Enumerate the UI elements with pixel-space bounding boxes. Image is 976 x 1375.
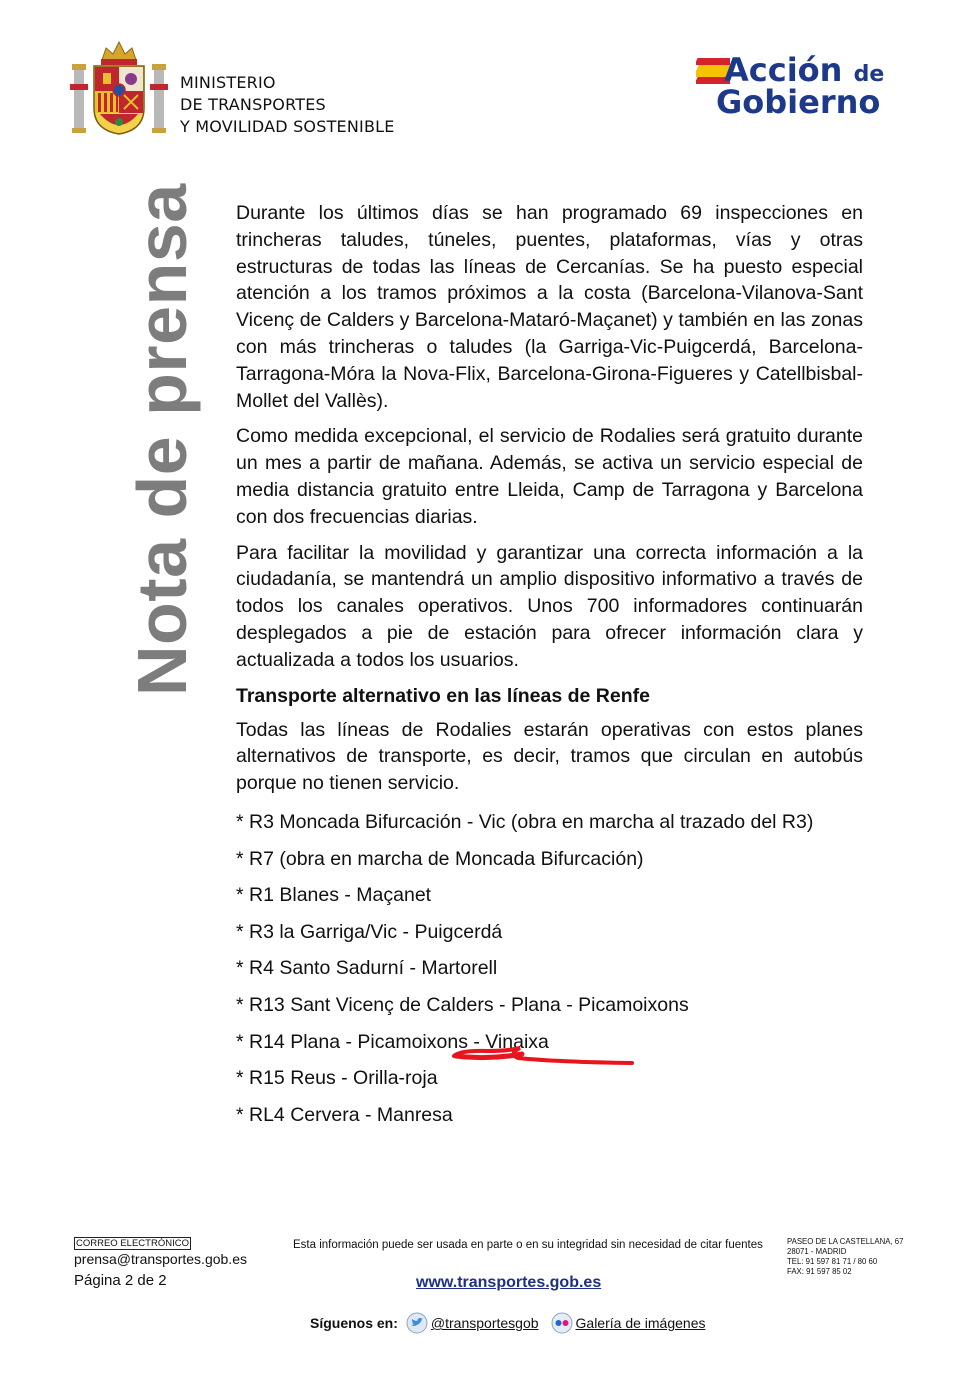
- red-annotation-stroke: [448, 1042, 638, 1070]
- list-item: * R3 la Garriga/Vic - Puigcerdá: [236, 920, 503, 943]
- list-item: * R4 Santo Sadurní - Martorell: [236, 957, 498, 980]
- ministry-name: [180, 72, 395, 138]
- body-paragraph: Como medida excepcional, el servicio de Rodalies será gratuito durante un mes a partir de mañana. Además, se activa un servicio especial de media distancia gratuito entre Lleida, Camp de Tarragona y Barcelona con dos frecuencias diarias.: [236, 425, 863, 528]
- list-item: * R14 Plana - Picamoixons - Vinaixa: [236, 1030, 549, 1053]
- list-item: * R13 Sant Vicenç de Calders - Plana - Picamoixons: [236, 993, 689, 1016]
- twitter-link[interactable]: @transportesgob: [430, 1315, 539, 1331]
- address-line: TEL: 91 597 81 71 / 80 60: [787, 1257, 878, 1266]
- list-item: * R1 Blanes - Maçanet: [236, 884, 432, 907]
- ministry-line: Y MOVILIDAD SOSTENIBLE: [180, 117, 395, 136]
- press-release-body: [236, 200, 863, 1138]
- email-label: CORREO ELECTRÓNICO: [76, 1238, 189, 1249]
- website-link[interactable]: www.transportes.gob.es: [416, 1274, 602, 1291]
- follow-label: Síguenos en:: [310, 1315, 398, 1331]
- section-heading: Transporte alternativo en las líneas de Renfe: [236, 684, 650, 707]
- list-item: * R7 (obra en marcha de Moncada Bifurcación): [236, 847, 644, 870]
- social-links: [310, 1312, 717, 1334]
- usage-note: Esta información puede ser usada en parte o en su integridad sin necesidad de citar fuentes: [293, 1239, 763, 1251]
- logo-text-accion: Acción de: [724, 51, 885, 89]
- coat-of-arms-icon: [70, 38, 168, 138]
- address-line: FAX: 91 597 85 02: [787, 1267, 852, 1276]
- flickr-icon[interactable]: [551, 1312, 573, 1334]
- logo-text-gobierno: Gobierno: [716, 83, 881, 121]
- line-list: [236, 809, 863, 1138]
- page-number: Página 2 de 2: [74, 1272, 167, 1289]
- accion-de-gobierno-logo: [696, 52, 886, 122]
- body-paragraph: Durante los últimos días se han programado 69 inspecciones en trincheras taludes, túneles, puentes, plataformas, vías y otras estructuras de todas las líneas de Cercanías. Se ha puesto especial atención a los tramos próximos a la costa (Barcelona-Vilanova-Sant Vicenç de Calders y Barcelona-Mataró-Maçanet) y también en las zonas con más trincheras o taludes (la Garriga-Vic-Puigcerdá, Barcelona-Tarragona-Móra la Nova-Flix, Barcelona-Girona-Figueres y Catellbisbal-Mollet del Vallès).: [236, 202, 863, 412]
- address-block: [787, 1237, 903, 1277]
- ministry-line: DE TRANSPORTES: [180, 95, 326, 114]
- address-line: 28071 - MADRID: [787, 1247, 847, 1256]
- ministry-line: MINISTERIO: [180, 73, 276, 92]
- section-intro: Todas las líneas de Rodalies estarán operativas con estos planes alternativos de transporte, es decir, tramos que circulan en autobús porque no tienen servicio.: [236, 718, 863, 795]
- address-line: PASEO DE LA CASTELLANA, 67: [787, 1237, 904, 1246]
- list-item: * R3 Moncada Bifurcación - Vic (obra en marcha al trazado del R3): [236, 810, 814, 833]
- twitter-icon[interactable]: [406, 1312, 428, 1334]
- side-label: Nota de prensa: [123, 183, 201, 696]
- body-paragraph: Para facilitar la movilidad y garantizar una correcta información a la ciudadanía, se mantendrá un amplio dispositivo informativo a través de todos los canales operativos. Unos 700 informadores continuarán desplegados a pie de estación para ofrecer información clara y actualizada a todos los usuarios.: [236, 541, 863, 671]
- gallery-link[interactable]: Galería de imágenes: [575, 1315, 706, 1331]
- list-item: * R15 Reus - Orilla-roja: [236, 1067, 438, 1090]
- press-email[interactable]: prensa@transportes.gob.es: [74, 1251, 247, 1267]
- list-item: * RL4 Cervera - Manresa: [236, 1103, 453, 1126]
